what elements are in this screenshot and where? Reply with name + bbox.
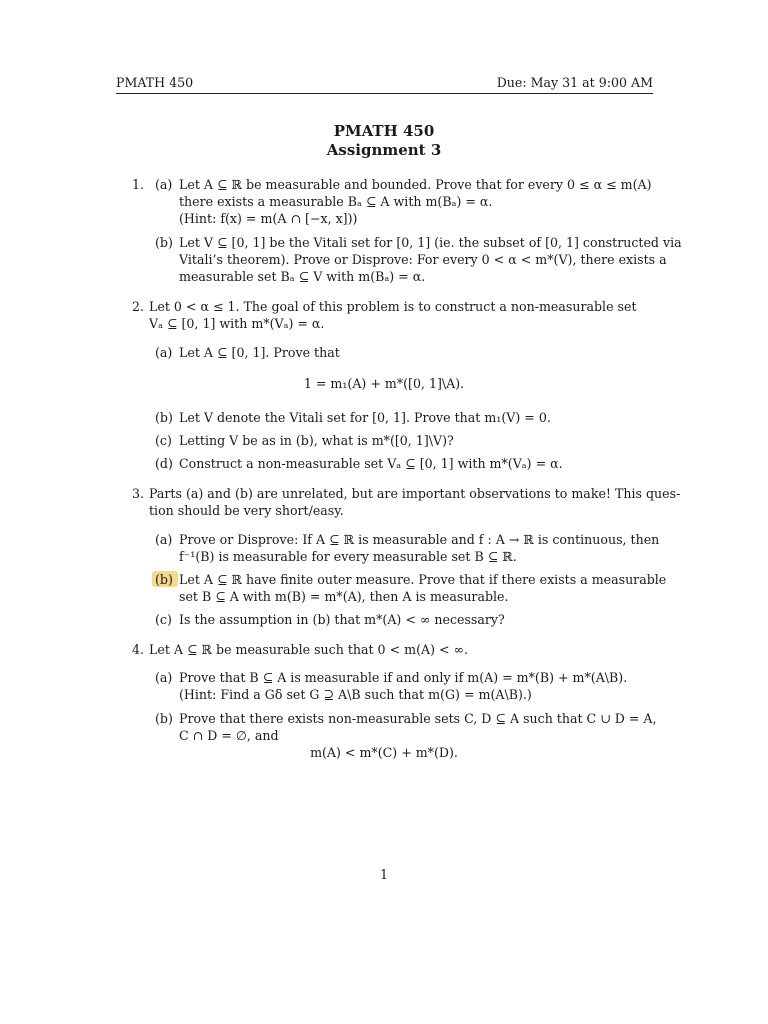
q2-a-equation: 1 = m₁(A) + m*([0, 1]\A). <box>303 376 465 391</box>
q4-b-line2: C ∩ D = ∅, and <box>179 728 279 743</box>
q2-a-line1: Let A ⊆ [0, 1]. Prove that <box>179 345 340 360</box>
q3-b-line2: set B ⊆ A with m(B) = m*(A), then A is measurable. <box>179 589 509 604</box>
q2-number: 2. <box>132 299 145 314</box>
q1-b-line2: Vitali’s theorem). Prove or Disprove: For every 0 < α < m*(V), there exists a <box>179 252 667 267</box>
q3-line1: Parts (a) and (b) are unrelated, but are important observations to make! This ques- <box>149 486 681 501</box>
q4-a-hint: (Hint: Find a Gδ set G ⊇ A\B such that m(G) = m(A\B).) <box>179 687 532 702</box>
q1-a-label: (a) <box>155 177 173 192</box>
q2-d-line1: Construct a non-measurable set Vₐ ⊆ [0, 1] with m*(Vₐ) = α. <box>179 456 563 471</box>
q2-a-label: (a) <box>155 345 173 360</box>
q2-c-line1: Letting V be as in (b), what is m*([0, 1]\V)? <box>179 433 454 448</box>
q2-line1: Let 0 < α ≤ 1. The goal of this problem is to construct a non-measurable set <box>149 299 637 314</box>
running-header <box>116 75 653 95</box>
q2-b-label: (b) <box>155 410 173 425</box>
header-course: PMATH 450 <box>116 75 194 90</box>
q4-a-label: (a) <box>155 670 173 685</box>
q3-a-label: (a) <box>155 532 173 547</box>
q2-c-label: (c) <box>155 433 172 448</box>
q1-number: 1. <box>132 177 145 192</box>
q3-c-line1: Is the assumption in (b) that m*(A) < ∞ necessary? <box>179 612 505 627</box>
q2-b-line1: Let V denote the Vitali set for [0, 1]. Prove that m₁(V) = 0. <box>179 410 551 425</box>
q3-number: 3. <box>132 486 145 501</box>
q2-d-label: (d) <box>155 456 173 471</box>
q3-a-line1: Prove or Disprove: If A ⊆ ℝ is measurable and f : A → ℝ is continuous, then <box>179 532 660 547</box>
header-due-date: Due: May 31 at 9:00 AM <box>496 75 653 90</box>
q3-b-line1: Let A ⊆ ℝ have finite outer measure. Prove that if there exists a measurable <box>179 572 667 587</box>
q4-b-equation: m(A) < m*(C) + m*(D). <box>310 745 458 760</box>
q4-b-label: (b) <box>155 711 173 726</box>
page-number: 1 <box>379 867 388 882</box>
q1-a-line2: there exists a measurable Bₐ ⊆ A with m(Bₐ) = α. <box>179 194 493 209</box>
q1-b-line1: Let V ⊆ [0, 1] be the Vitali set for [0, 1] (ie. the subset of [0, 1] constructed via <box>179 235 682 250</box>
doc-subtitle: Assignment 3 <box>326 141 442 159</box>
q4-a-line1: Prove that B ⊆ A is measurable if and only if m(A) = m*(B) + m*(A\B). <box>179 670 628 685</box>
q1-a-line1: Let A ⊆ ℝ be measurable and bounded. Prove that for every 0 ≤ α ≤ m(A) <box>179 177 652 192</box>
doc-title: PMATH 450 <box>333 122 435 140</box>
q3-b-label: (b) <box>155 572 173 587</box>
header-rule <box>116 93 653 94</box>
q1-a-hint: (Hint: f(x) = m(A ∩ [−x, x])) <box>179 211 358 226</box>
q3-line2: tion should be very short/easy. <box>149 503 344 518</box>
q1-b-label: (b) <box>155 235 173 250</box>
q4-line1: Let A ⊆ ℝ be measurable such that 0 < m(A) < ∞. <box>149 642 469 657</box>
q4-number: 4. <box>132 642 145 657</box>
q2-line2: Vₐ ⊆ [0, 1] with m*(Vₐ) = α. <box>149 316 325 331</box>
q3-c-label: (c) <box>155 612 172 627</box>
q3-a-line2: f⁻¹(B) is measurable for every measurable set B ⊆ ℝ. <box>179 549 517 564</box>
q4-b-line1: Prove that there exists non-measurable sets C, D ⊆ A such that C ∪ D = A, <box>179 711 657 726</box>
q1-b-line3: measurable set Bₐ ⊆ V with m(Bₐ) = α. <box>179 269 426 284</box>
